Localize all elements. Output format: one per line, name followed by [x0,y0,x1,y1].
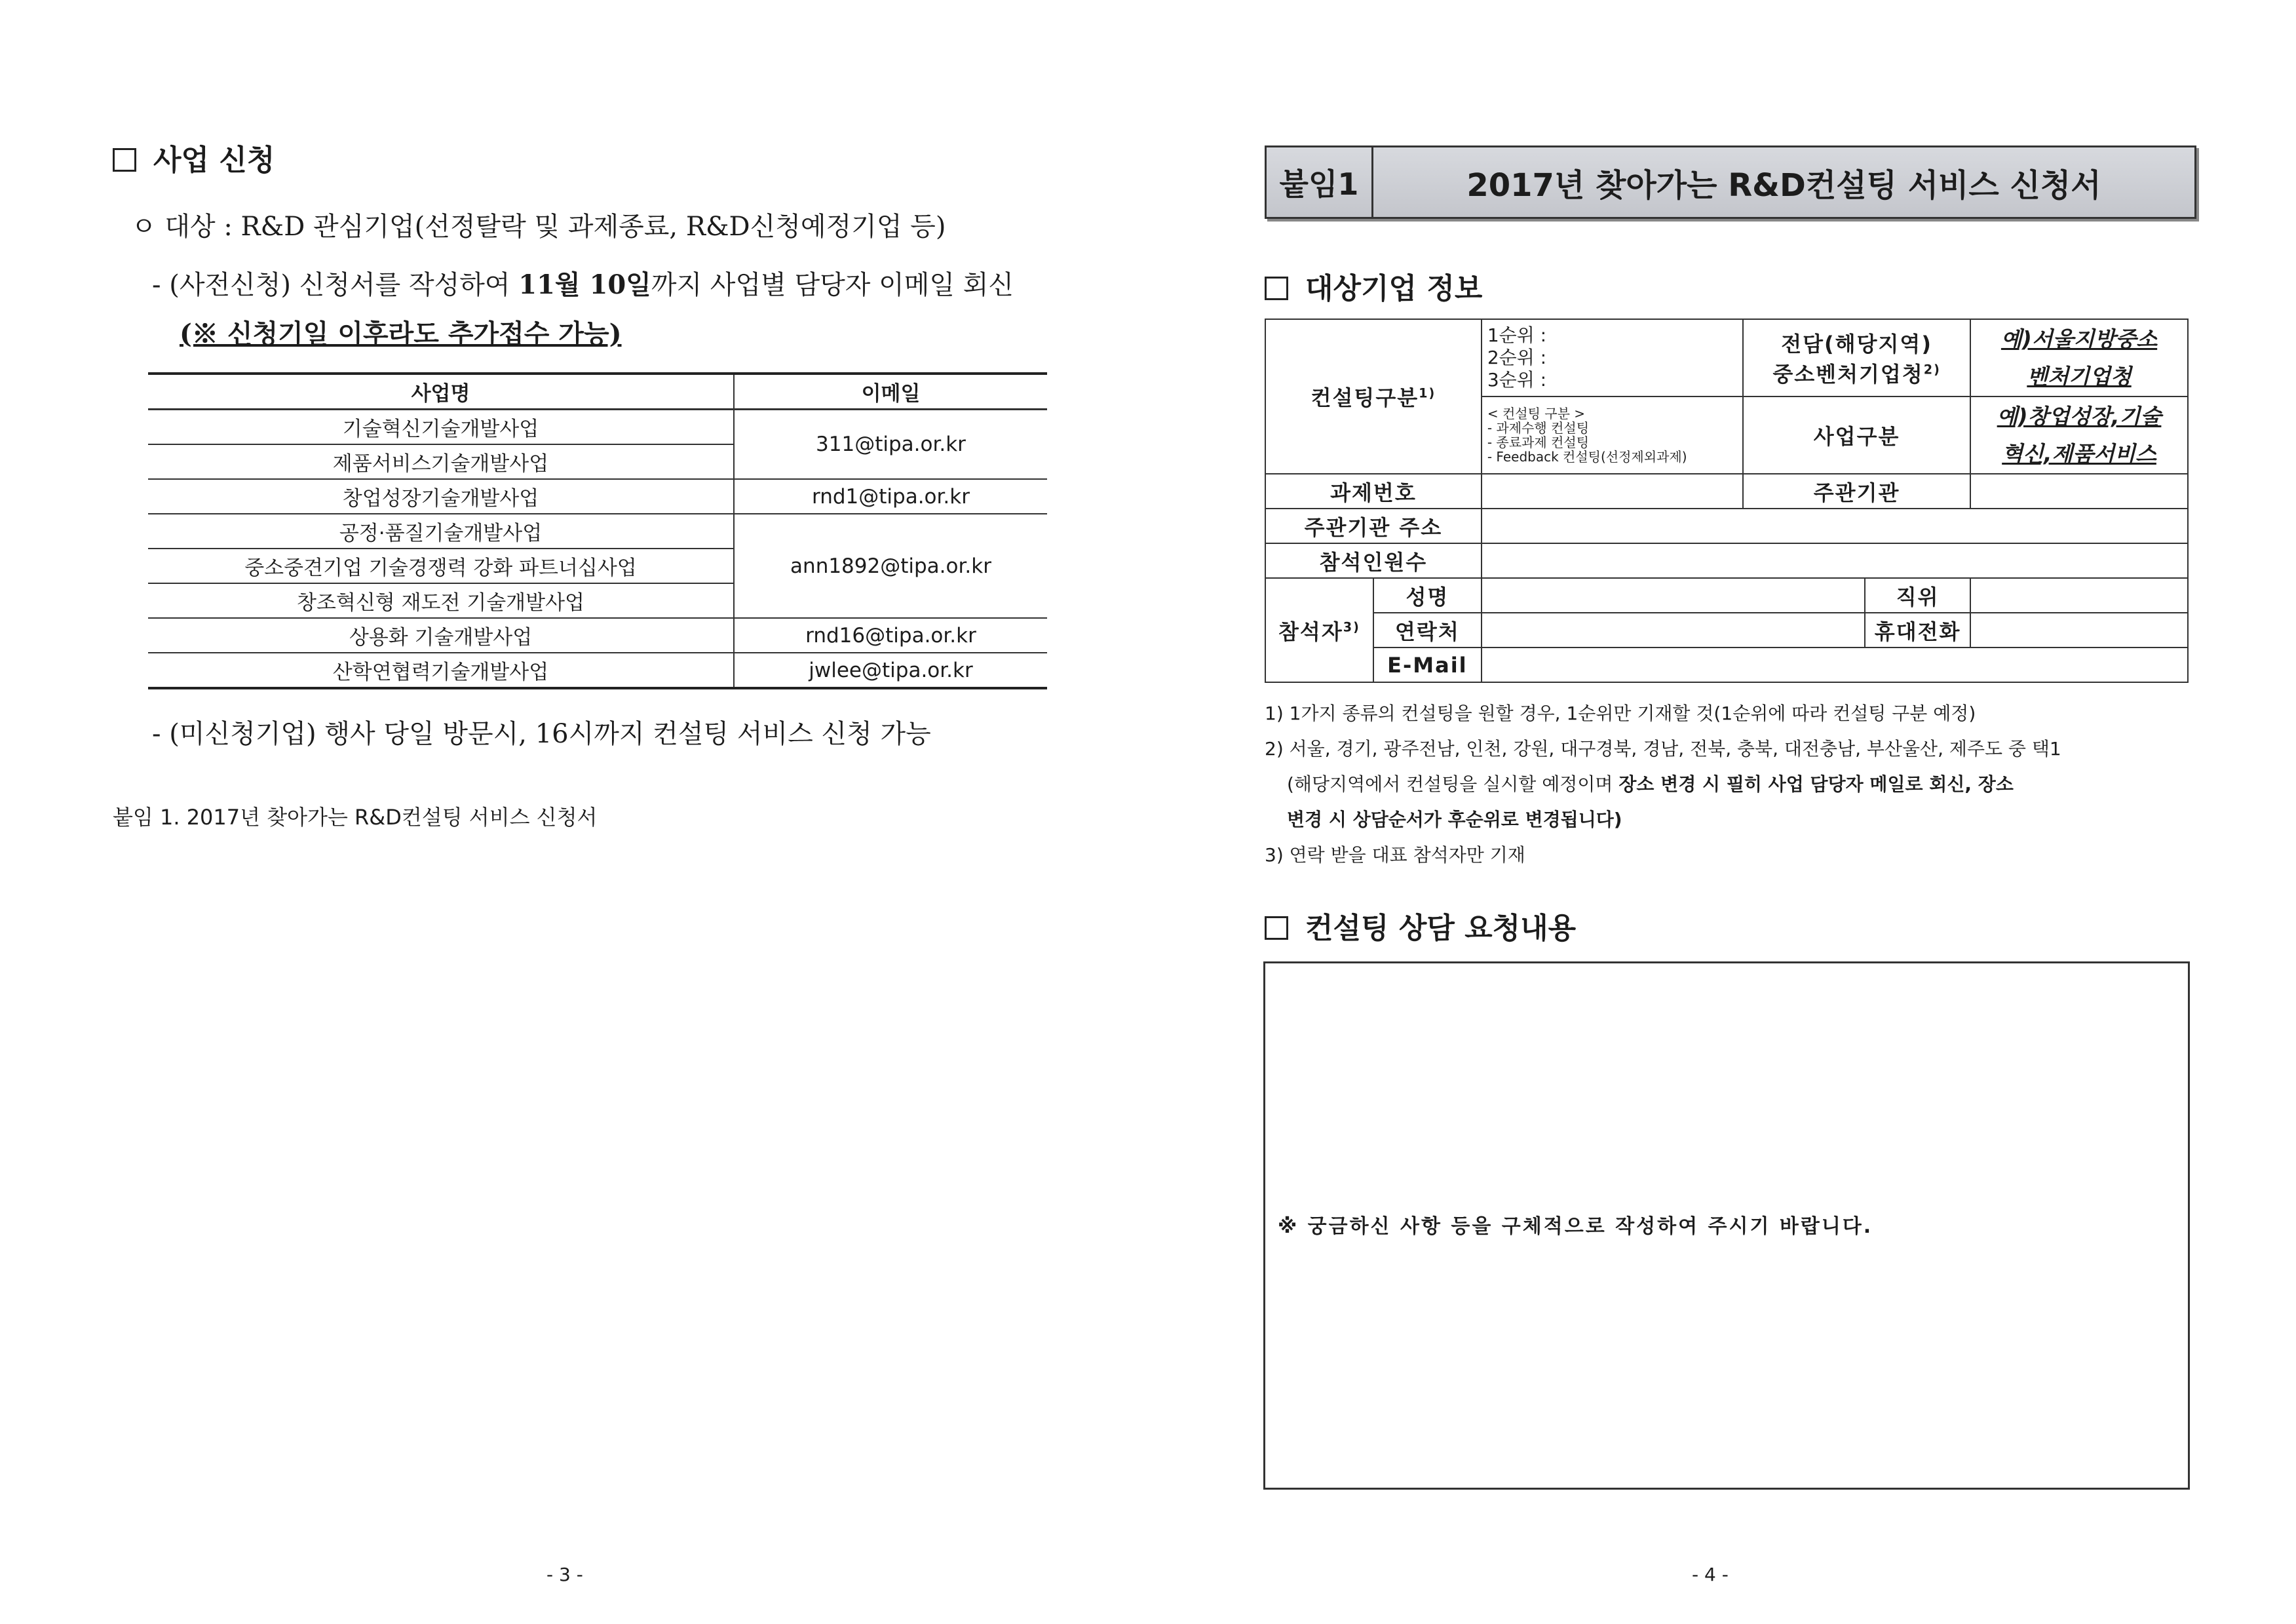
form-title-bar [1265,145,2196,219]
contact-label: 연락처 [1373,613,1482,648]
form-row [1265,319,2188,396]
position-field[interactable] [1970,578,2188,613]
form-row [1265,578,2188,613]
table-row [148,618,1047,653]
consult-type-options: < 컨설팅 구분 > - 과제수행 컨설팅 - 종료과제 컨설팅 - Feedback 컨설팅(선정제외과제) [1482,396,1743,474]
footnotes [1265,696,2061,873]
section-company-info-heading: 대상기업 정보 [1265,265,1482,307]
contact-field[interactable] [1482,613,1865,648]
company-info-form [1265,319,2189,683]
region-agency-label: 전담(해당지역) 중소벤처기업청$^{2)}$ [1743,319,1970,396]
left-section-heading: 사업 신청 [113,136,275,178]
table-row [148,479,1047,514]
project-no-field[interactable] [1482,474,1743,509]
attachment-tag: 붙임1 [1267,147,1373,217]
form-row [1265,509,2188,543]
email-field[interactable] [1482,648,2188,682]
page-number-right: - 4 - [1692,1564,1729,1585]
mobile-field[interactable] [1970,613,2188,648]
email-label: E-Mail [1373,648,1482,682]
attachment-reference: 붙임 1. 2017년 찾아가는 R&D컨설팅 서비스 신청서 [113,805,598,830]
form-title: 2017년 찾아가는 R&D컨설팅 서비스 신청서 [1466,166,2101,204]
email: 311@tipa.or.kr [734,410,1047,480]
table-row [148,514,1047,549]
program-name: 공정·품질기술개발사업 [148,514,734,549]
program-name: 제품서비스기술개발사업 [148,444,734,479]
table-row [148,410,1047,445]
page-number-left: - 3 - [546,1564,583,1585]
header-program: 사업명 [148,374,734,410]
checkbox-square-icon [113,148,136,172]
pre-application-note: (※ 신청기일 이후라도 추가접수 가능) [180,319,622,349]
request-hint: ※ 궁금하신 사항 등을 구체적으로 작성하여 주시기 바랍니다. [1278,1215,1873,1238]
program-name: 중소중견기업 기술경쟁력 강화 파트너십사업 [148,549,734,583]
attendee-label: 참석자$^{3)}$ [1265,578,1373,682]
checkbox-square-icon [1265,916,1288,940]
consult-type-label: 컨설팅구분$^{1)}$ [1265,319,1482,474]
business-type-example[interactable]: 예)창업성장,기술 혁신,제품서비스 [1970,396,2188,474]
non-application-line: - (미신청기업) 행사 당일 방문시, 16시까지 컨설팅 서비스 신청 가능 [152,719,931,749]
footnote-3: 3) 연락 받을 대표 참석자만 기재 [1265,844,1525,866]
deadline: 11월 10일 [518,269,651,300]
table-row [148,653,1047,688]
footnote-1: 1) 1가지 종류의 컨설팅을 원할 경우, 1순위만 기재할 것(1순위에 따라 컨설팅 구분 예정) [1265,703,1976,724]
position-label: 직위 [1865,578,1970,613]
mobile-label: 휴대전화 [1865,613,1970,648]
form-row [1265,474,2188,509]
name-field[interactable] [1482,578,1865,613]
program-name: 기술혁신기술개발사업 [148,410,734,445]
email: jwlee@tipa.or.kr [734,653,1047,688]
section-request-heading: 컨설팅 상담 요청내용 [1265,904,1576,946]
program-name: 산학연협력기술개발사업 [148,653,734,688]
program-email-table [148,372,1047,689]
form-row [1265,543,2188,578]
pre-application-line: - (사전신청) 신청서를 작성하여 11월 10일까지 사업별 담당자 이메일 회신 [152,269,1014,300]
header-email: 이메일 [734,374,1047,410]
footnote-2: 2) 서울, 경기, 광주전남, 인천, 강원, 대구경북, 경남, 전북, 충북, 대전충남, 부산울산, 제주도 중 택1 [1265,738,2061,760]
region-agency-example[interactable]: 예)서울지방중소 벤처기업청 [1970,319,2188,396]
program-name: 상용화 기술개발사업 [148,618,734,653]
host-org-label: 주관기관 [1743,474,1970,509]
host-address-field[interactable] [1482,509,2188,543]
form-row [1265,613,2188,648]
footnote-2-detail-cont: 변경 시 상담순서가 후순위로 변경됩니다) [1287,809,1622,830]
target-line: ㅇ 대상 : R&D 관심기업(선정탈락 및 과제종료, R&D신청예정기업 등) [131,212,946,242]
attendee-count-field[interactable] [1482,543,2188,578]
email: rnd1@tipa.or.kr [734,479,1047,514]
program-name: 창업성장기술개발사업 [148,479,734,514]
attendee-count-label: 참석인원수 [1265,543,1482,578]
host-address-label: 주관기관 주소 [1265,509,1482,543]
business-type-label: 사업구분 [1743,396,1970,474]
project-no-label: 과제번호 [1265,474,1482,509]
host-org-field[interactable] [1970,474,2188,509]
email: rnd16@tipa.or.kr [734,618,1047,653]
table-header-row [148,374,1047,410]
program-name: 창조혁신형 재도전 기술개발사업 [148,583,734,618]
checkbox-square-icon [1265,277,1288,300]
name-label: 성명 [1373,578,1482,613]
footnote-2-detail: (해당지역에서 컨설팅을 실시할 예정이며 장소 변경 시 필히 사업 담당자 메일로 회신, 장소 [1287,773,2014,795]
form-row [1265,648,2188,682]
rank-fields[interactable]: 1순위 : 2순위 : 3순위 : [1482,319,1743,396]
email: ann1892@tipa.or.kr [734,514,1047,618]
